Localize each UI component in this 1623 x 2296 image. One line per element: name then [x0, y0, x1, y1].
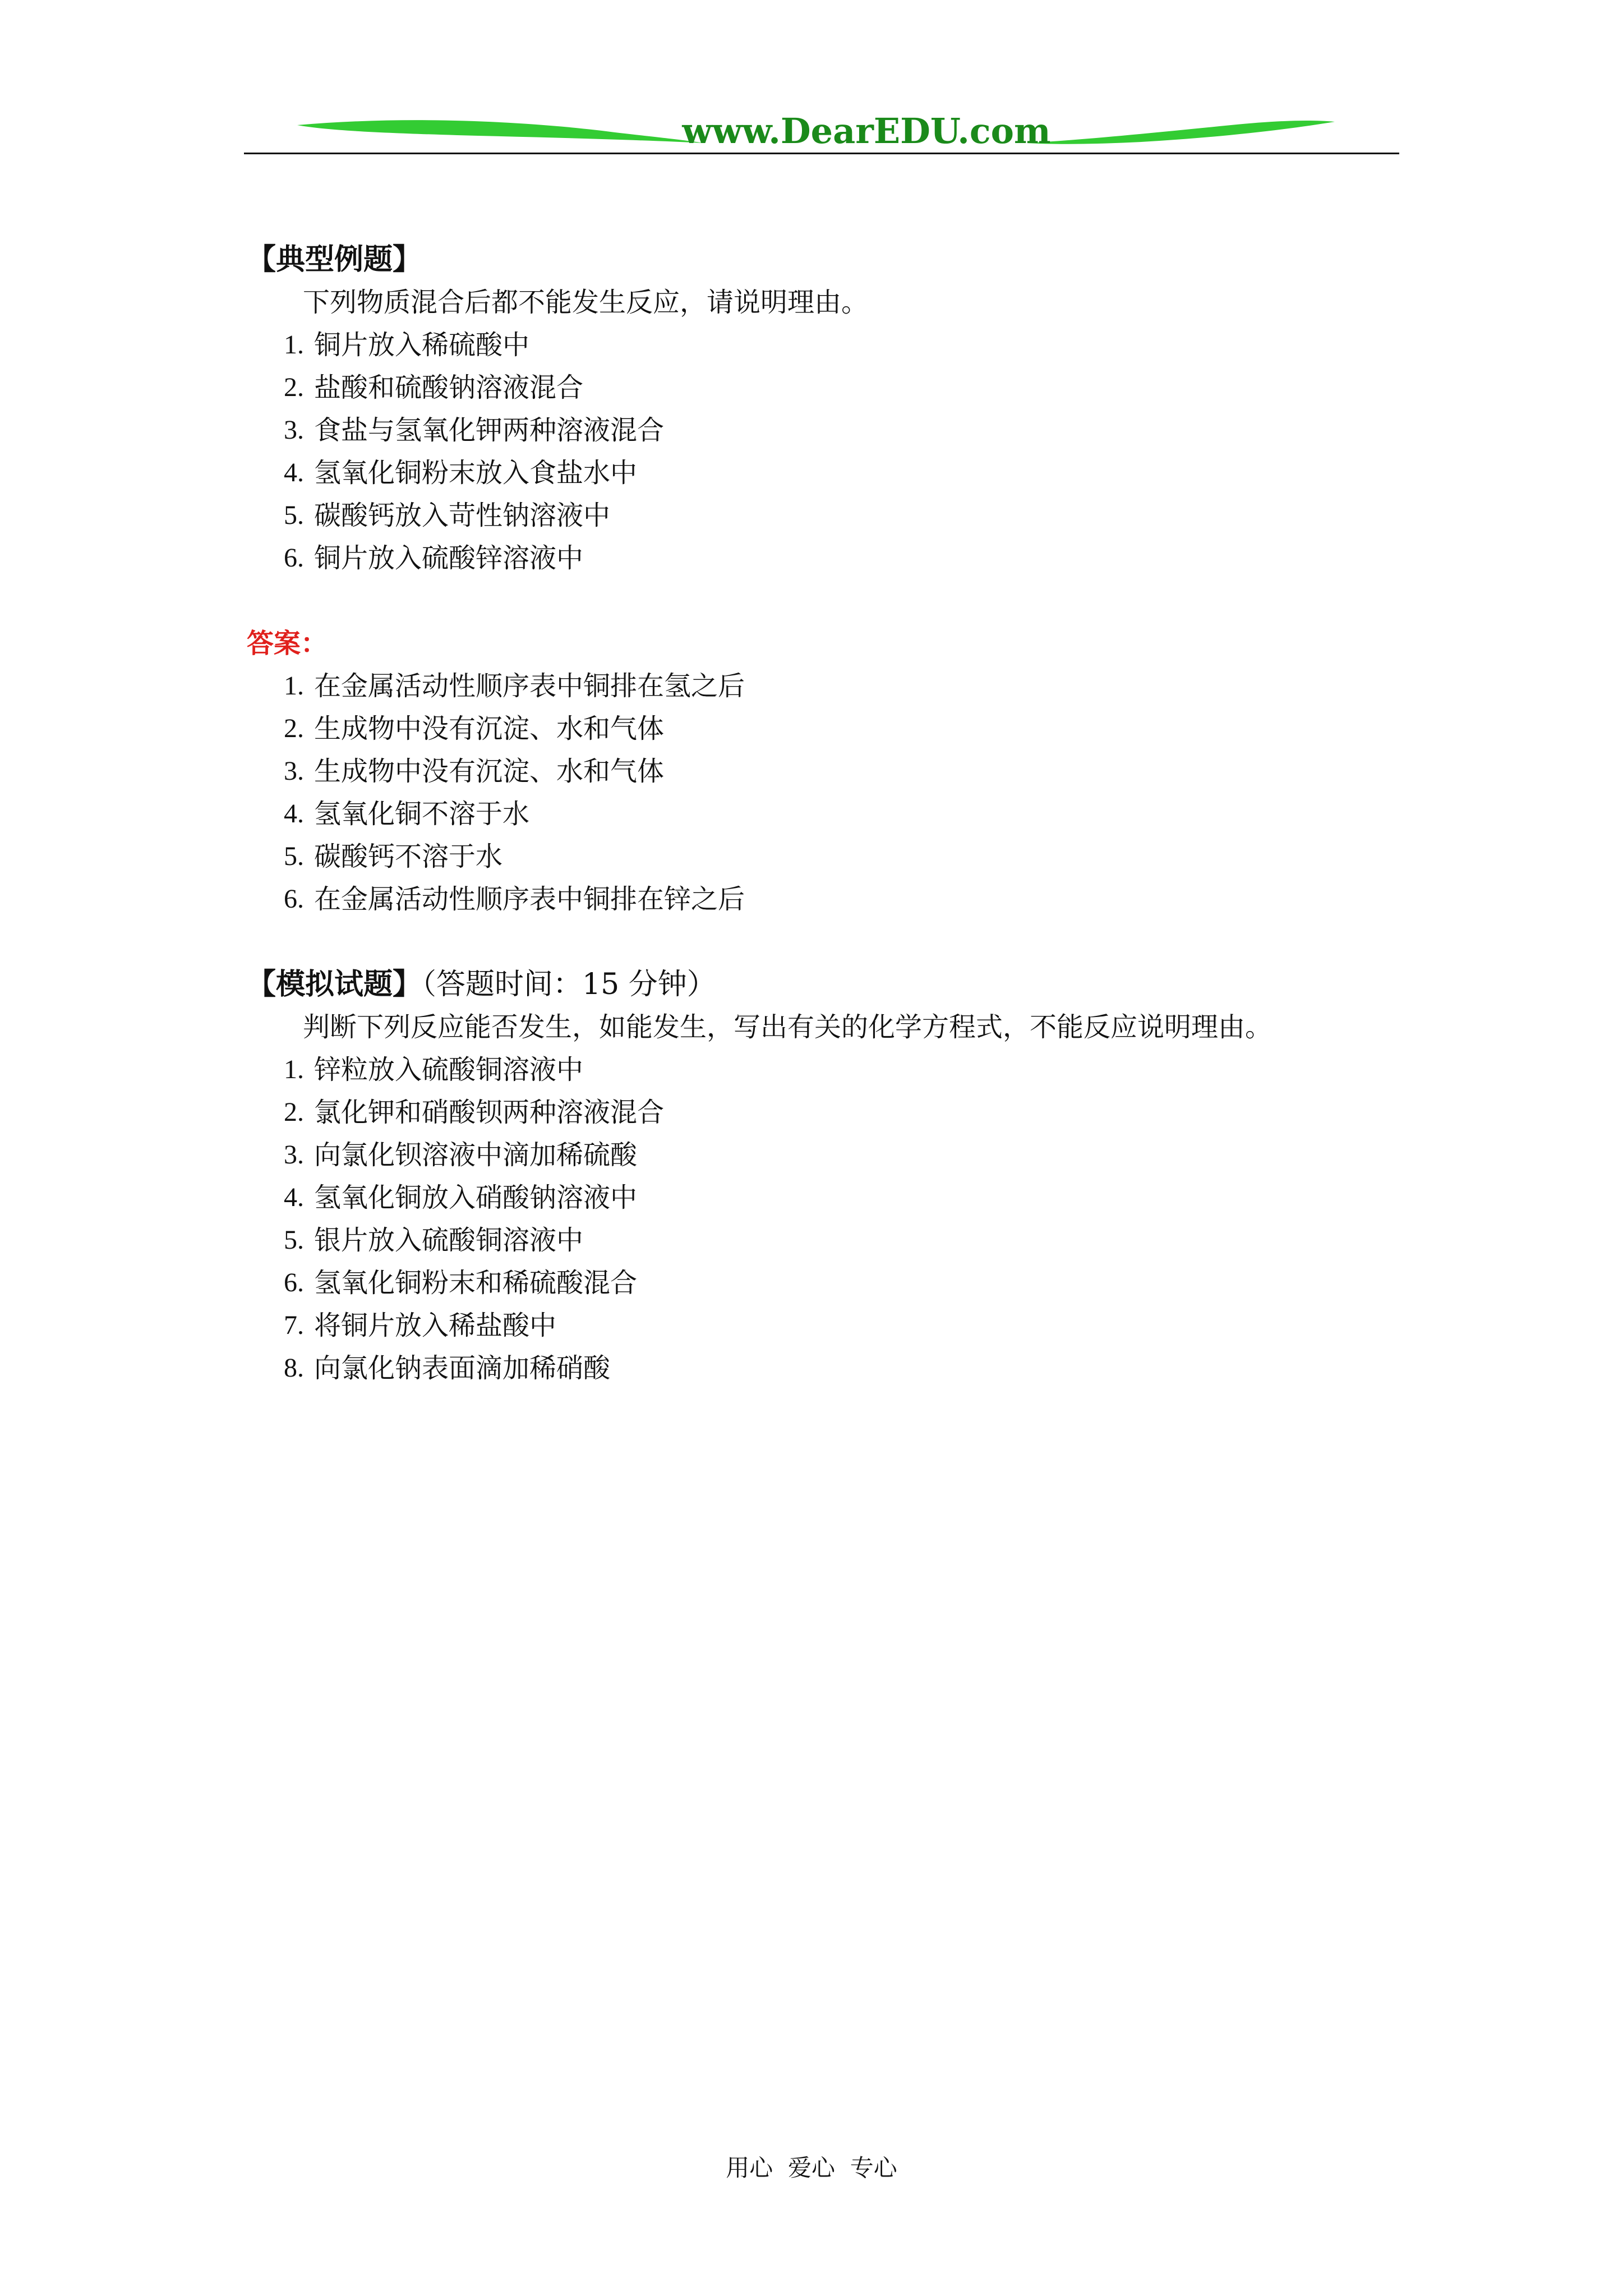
- example-title-text: 【典型例题】: [247, 242, 422, 277]
- practice-time-note: （答题时间：15 分钟）: [422, 968, 716, 1001]
- page-footer: 用心 爱心 专心: [726, 2154, 897, 2182]
- right-swoosh: [1026, 121, 1335, 144]
- list-item: 1. 锌粒放入硫酸铜溶液中: [284, 1054, 584, 1085]
- list-item: 2. 生成物中没有沉淀、水和气体: [284, 713, 665, 744]
- left-swoosh: [297, 120, 704, 143]
- list-item: 4. 氢氧化铜不溶于水: [284, 798, 530, 830]
- list-item: 3. 生成物中没有沉淀、水和气体: [284, 756, 665, 787]
- practice-intro: 判断下列反应能否发生，如能发生，写出有关的化学方程式，不能反应说明理由。: [303, 1011, 1272, 1043]
- list-item: 4. 氢氧化铜粉末放入食盐水中: [284, 457, 638, 489]
- list-item: 2. 盐酸和硫酸钠溶液混合: [284, 372, 584, 403]
- spacer: [247, 579, 1396, 622]
- answer-list: [247, 665, 1396, 921]
- practice-section-title: [247, 963, 1396, 1006]
- list-item: 6. 在金属活动性顺序表中铜排在锌之后: [284, 884, 745, 915]
- list-item: 1. 在金属活动性顺序表中铜排在氢之后: [284, 670, 745, 702]
- answer-section-title: 答案：: [247, 628, 328, 659]
- practice-title-text: 【模拟试题】: [247, 967, 422, 1001]
- practice-list: [247, 1048, 1396, 1389]
- site-name: www.DearEDU.com: [682, 111, 1051, 151]
- spacer: [247, 921, 1396, 963]
- list-item: 3. 食盐与氢氧化钾两种溶液混合: [284, 415, 665, 446]
- example-intro: 下列物质混合后都不能发生反应，请说明理由。: [303, 287, 869, 318]
- list-item: 1. 铜片放入稀硫酸中: [284, 329, 530, 361]
- list-item: 3. 向氯化钡溶液中滴加稀硫酸: [284, 1139, 638, 1171]
- example-list: [247, 324, 1396, 579]
- list-item: 5. 银片放入硫酸铜溶液中: [284, 1225, 584, 1256]
- list-item: 5. 碳酸钙放入苛性钠溶液中: [284, 500, 611, 531]
- list-item: 4. 氢氧化铜放入硝酸钠溶液中: [284, 1182, 638, 1213]
- list-item: 6. 铜片放入硫酸锌溶液中: [284, 542, 584, 574]
- list-item: 2. 氯化钾和硝酸钡两种溶液混合: [284, 1097, 665, 1128]
- list-item: 6. 氢氧化铜粉末和稀硫酸混合: [284, 1267, 638, 1299]
- document-body: [247, 238, 1396, 1389]
- site-header: [244, 98, 1399, 160]
- list-item: 5. 碳酸钙不溶于水: [284, 841, 503, 872]
- header-divider: [244, 153, 1399, 154]
- list-item: 8. 向氯化钠表面滴加稀硝酸: [284, 1352, 611, 1384]
- header-logo: [244, 98, 1399, 160]
- list-item: 7. 将铜片放入稀盐酸中: [284, 1310, 557, 1341]
- example-section-title: [247, 238, 1396, 281]
